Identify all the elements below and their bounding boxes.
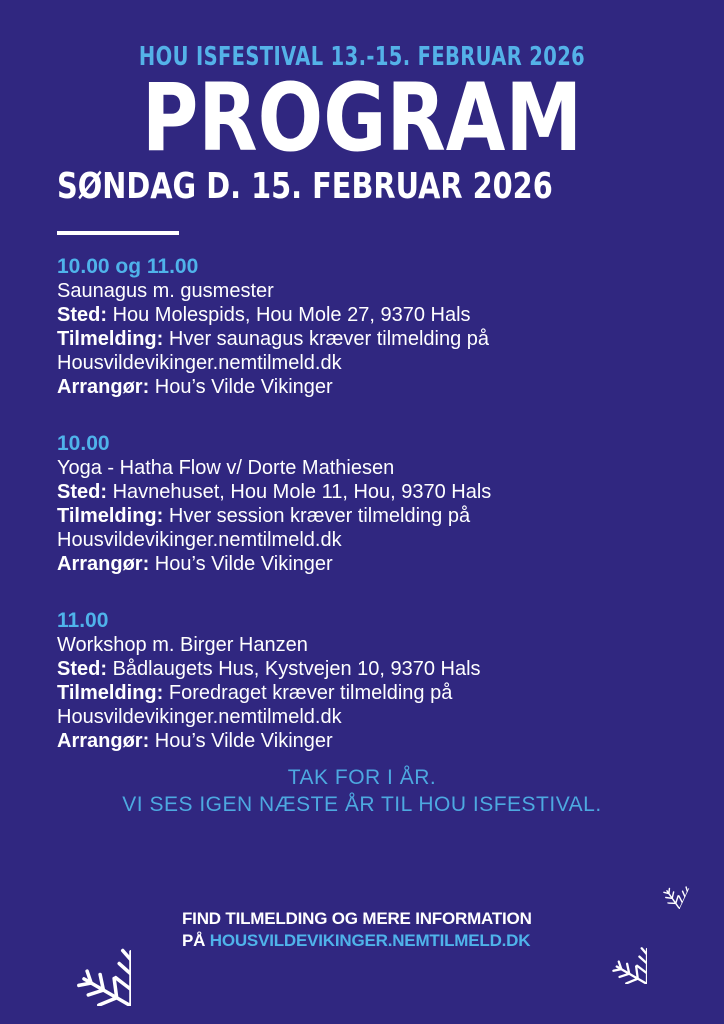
event-location: Bådlaugets Hus, Kystvejen 10, 9370 Hals: [112, 658, 481, 680]
event-time: 10.00 og 11.00: [57, 255, 199, 278]
event-organizer: Hou’s Vilde Vikinger: [154, 376, 333, 398]
footer-line2: [182, 930, 532, 952]
event-organizer: Hou’s Vilde Vikinger: [154, 553, 333, 575]
event-signup-text: Hver saunagus kræver tilmelding på: [168, 328, 490, 350]
tilmelding-label: Tilmelding:: [57, 505, 164, 527]
tilmelding-label: Tilmelding:: [57, 328, 164, 350]
footer-link: HOUSVILDEVIKINGER.NEMTILMELD.DK: [209, 931, 531, 950]
page-title: PROGRAM: [141, 64, 583, 173]
event-location-line: [57, 480, 688, 504]
closing-line2: VI SES IGEN NÆSTE ÅR TIL HOU ISFESTIVAL.: [122, 793, 602, 816]
footer-info: [182, 908, 532, 952]
event-location: Havnehuset, Hou Mole 11, Hou, 9370 Hals: [112, 481, 492, 503]
event-title: Saunagus m. gusmester: [57, 280, 274, 302]
event-title: Yoga - Hatha Flow v/ Dorte Mathiesen: [57, 457, 395, 479]
event-list: [57, 255, 688, 786]
event-signup-line: [57, 504, 688, 528]
footer-line1: FIND TILMELDING OG MERE INFORMATION: [182, 909, 532, 928]
event-time: 11.00: [57, 609, 109, 632]
signup-url: Housvildevikinger.nemtilmeld.dk: [57, 352, 342, 374]
festival-title: HOU ISFESTIVAL 13.-15. FEBRUAR 2026: [138, 42, 586, 72]
event-location-line: [57, 303, 688, 327]
event-signup-line: [57, 681, 688, 705]
divider: [57, 231, 179, 235]
day-heading: SØNDAG D. 15. FEBRUAR 2026: [57, 166, 553, 207]
tilmelding-label: Tilmelding:: [57, 682, 164, 704]
arrangor-label: Arrangør:: [57, 376, 150, 398]
footer-pa-prefix: PÅ: [182, 931, 206, 950]
snowflake-icon: [13, 888, 131, 1006]
event-organizer: Hou’s Vilde Vikinger: [154, 730, 333, 752]
event-organizer-line: [57, 552, 688, 576]
event-signup-text: Hver session kræver tilmelding på: [168, 505, 471, 527]
event-organizer-line: [57, 729, 688, 753]
event-location-line: [57, 657, 688, 681]
signup-url: Housvildevikinger.nemtilmeld.dk: [57, 529, 342, 551]
sted-label: Sted:: [57, 304, 107, 326]
event-location: Hou Molespids, Hou Mole 27, 9370 Hals: [112, 304, 471, 326]
event-signup-line: [57, 327, 688, 351]
sted-label: Sted:: [57, 658, 107, 680]
closing-message: [0, 764, 724, 818]
signup-url: Housvildevikinger.nemtilmeld.dk: [57, 706, 342, 728]
sted-label: Sted:: [57, 481, 107, 503]
arrangor-label: Arrangør:: [57, 553, 150, 575]
snowflake-icon: [636, 845, 700, 909]
snowflake-icon: [571, 908, 647, 984]
closing-line1: TAK FOR I ÅR.: [287, 766, 437, 789]
event-item-saunagus: [57, 255, 688, 399]
event-item-workshop: [57, 609, 688, 753]
arrangor-label: Arrangør:: [57, 730, 150, 752]
event-organizer-line: [57, 375, 688, 399]
event-item-yoga: [57, 432, 688, 576]
event-title: Workshop m. Birger Hanzen: [57, 634, 308, 656]
event-time: 10.00: [57, 432, 110, 455]
event-signup-text: Foredraget kræver tilmelding på: [168, 682, 453, 704]
